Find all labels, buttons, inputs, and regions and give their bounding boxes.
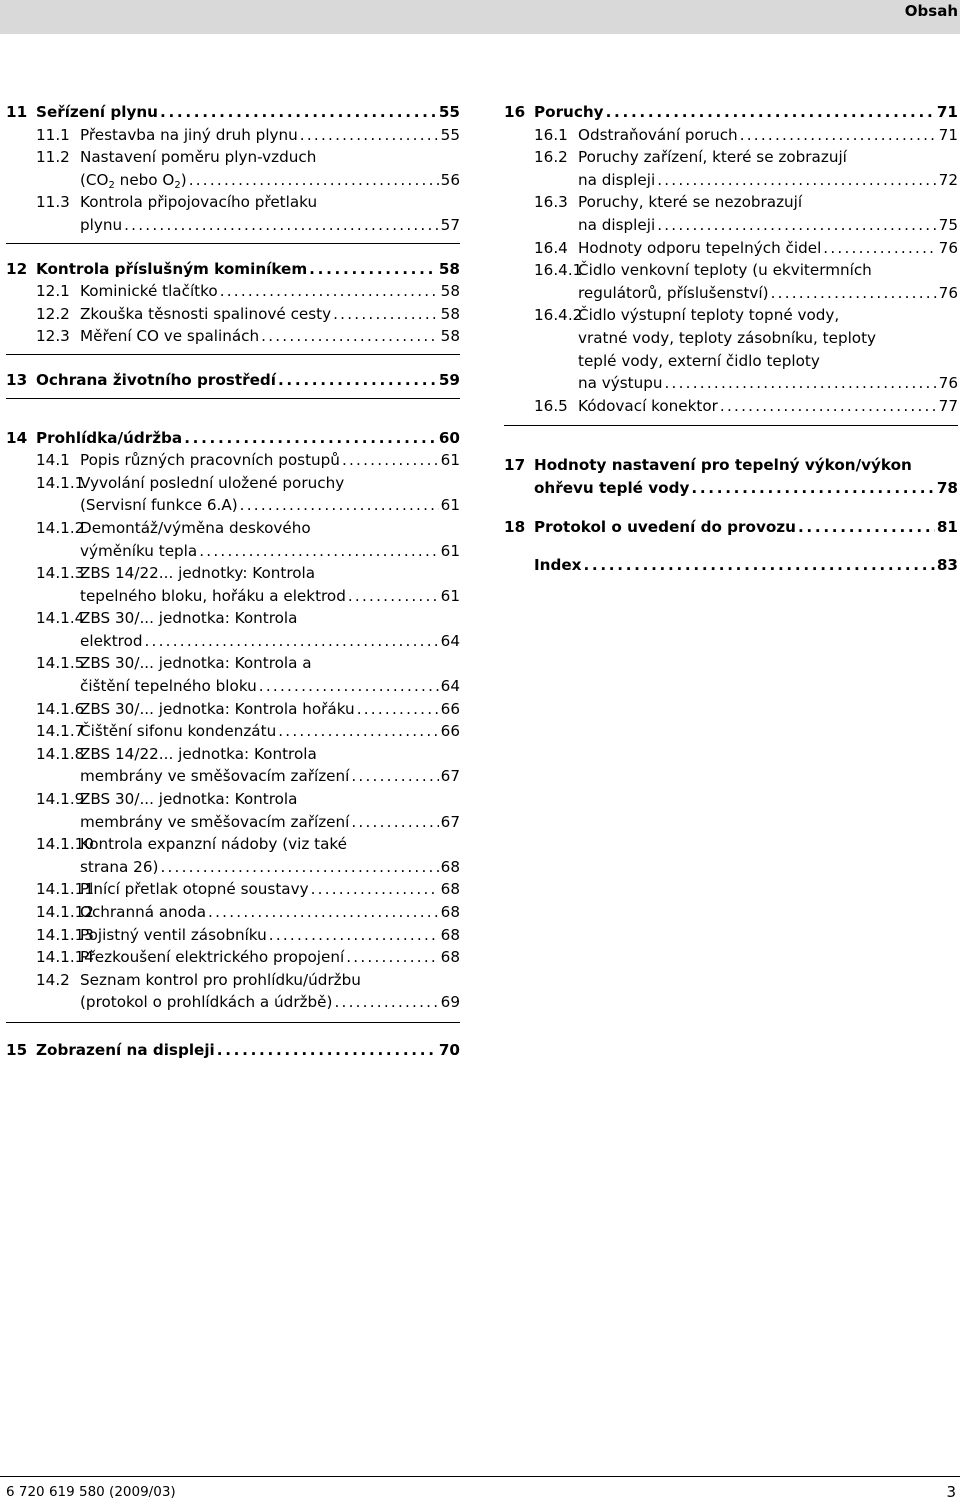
toc-entry[interactable]	[504, 237, 958, 260]
toc-entry-number: 18	[504, 517, 526, 536]
toc-entry[interactable]	[6, 788, 460, 833]
toc-entry-page: 58	[440, 327, 460, 346]
toc-entry-number: 14.1	[36, 451, 70, 470]
toc-entry-number: 14.2	[36, 970, 70, 989]
dot-leader	[655, 169, 936, 192]
toc-entry-title: Čidlo výstupní teploty topné vody,	[578, 306, 840, 325]
toc-entry-page: 61	[440, 586, 460, 605]
toc-entry-title: Demontáž/výměna deskového	[80, 518, 311, 537]
toc-entry[interactable]	[6, 833, 460, 878]
dot-leader	[796, 516, 935, 539]
toc-entry-title: Zobrazení na displeji	[36, 1040, 215, 1059]
toc-entry-number: 12.2	[36, 304, 70, 323]
toc-entry-number: 14.1.1	[36, 473, 85, 492]
dot-leader	[238, 494, 439, 517]
dot-leader	[718, 395, 937, 418]
dot-leader	[182, 427, 437, 450]
dot-leader	[215, 1039, 437, 1062]
toc-entry[interactable]	[6, 146, 460, 191]
page-number: 3	[946, 1483, 956, 1501]
toc-entry-page: 77	[938, 396, 958, 415]
toc-entry-number: 11	[6, 103, 28, 121]
toc-entry-page: 68	[440, 857, 460, 876]
toc-entry-title: teplé vody, externí čidlo teploty	[578, 351, 820, 370]
dot-leader	[257, 675, 439, 698]
dot-leader	[604, 101, 935, 124]
toc-entry[interactable]	[6, 946, 460, 969]
toc-entry-number: 14.1.6	[36, 699, 85, 718]
toc-entry[interactable]	[6, 720, 460, 743]
dot-leader	[259, 325, 439, 348]
toc-entry[interactable]	[6, 969, 460, 1014]
toc-entry-page: 58	[440, 282, 460, 301]
dot-leader	[581, 554, 934, 577]
toc-entry-title: Odstraňování poruch	[578, 125, 738, 144]
dot-leader	[349, 765, 438, 788]
toc-entry[interactable]	[504, 124, 958, 147]
toc-entry-number: 14.1.13	[36, 925, 94, 944]
dot-leader	[769, 282, 937, 305]
toc-entry-page: 75	[938, 215, 958, 234]
toc-entry[interactable]	[6, 472, 460, 517]
dot-leader	[206, 901, 439, 924]
toc-entry[interactable]	[6, 449, 460, 472]
toc-section	[6, 101, 460, 244]
toc-entry-title: membrány ve směšovacím zařízení	[80, 812, 350, 831]
toc-section	[504, 101, 958, 426]
toc-entry-title: Index	[534, 556, 582, 575]
toc-entry-page: 68	[440, 880, 460, 899]
toc-entry-page: 76	[938, 374, 958, 393]
toc-entry-page: 66	[440, 722, 460, 741]
toc-entry-page: 61	[440, 541, 460, 560]
toc-entry[interactable]	[6, 369, 460, 392]
toc-entry[interactable]	[6, 562, 460, 607]
toc-section	[504, 454, 958, 576]
dot-leader	[331, 303, 439, 326]
toc-entry-number: 14.1.8	[36, 744, 85, 763]
toc-entry-page: 67	[440, 767, 460, 786]
dot-leader	[187, 169, 439, 192]
toc-entry-page: 55	[440, 125, 460, 144]
toc-entry-title: elektrod	[80, 631, 143, 650]
toc-entry-title: (Servisní funkce 6.A)	[80, 496, 238, 515]
toc-entry-title: Hodnoty odporu tepelných čidel	[578, 238, 822, 257]
toc-entry-title: ZBS 30/... jednotka: Kontrola a	[80, 654, 312, 673]
toc-right-column	[504, 101, 958, 577]
toc-entry-page: 68	[440, 948, 460, 967]
toc-entry-page: 69	[440, 993, 460, 1012]
toc-entry-page: 76	[938, 238, 958, 257]
toc-entry-page: 57	[440, 215, 460, 234]
toc-entry-number: 14.1.2	[36, 518, 85, 537]
toc-entry[interactable]	[6, 258, 460, 281]
toc-entry-title: Pojistný ventil zásobníku	[80, 925, 267, 944]
toc-entry-page: 55	[438, 103, 460, 121]
toc-section	[6, 258, 460, 355]
footer-rule	[0, 1476, 960, 1477]
toc-entry-title: čištění tepelného bloku	[80, 677, 257, 696]
toc-entry-number: 14.1.3	[36, 564, 85, 583]
toc-entry-page: 83	[936, 556, 958, 575]
document-number: 6 720 619 580 (2009/03)	[6, 1484, 176, 1500]
toc-entry-title: Kódovací konektor	[578, 396, 718, 415]
toc-entry-title: Přezkoušení elektrického propojení	[80, 948, 345, 967]
toc-entry-title: Kontrola příslušným kominíkem	[36, 259, 308, 278]
toc-entry-number: 12.3	[36, 327, 70, 346]
toc-entry[interactable]	[504, 516, 958, 539]
toc-entry[interactable]	[504, 454, 958, 499]
toc-entry[interactable]	[6, 427, 460, 450]
toc-entry-page: 68	[440, 925, 460, 944]
toc-entry[interactable]	[6, 191, 460, 236]
toc-entry[interactable]	[6, 607, 460, 652]
toc-entry-number: 16.4	[534, 238, 568, 257]
toc-entry-page: 72	[938, 170, 958, 189]
toc-entry[interactable]	[504, 101, 958, 124]
toc-entry-number: 17	[504, 456, 526, 475]
toc-entry-title: Ochrana životního prostředí	[36, 370, 276, 389]
toc-entry-page: 78	[936, 478, 958, 497]
toc-entry[interactable]	[504, 259, 958, 304]
toc-entry-title: Poruchy	[534, 103, 604, 121]
toc-entry-title: Čidlo venkovní teploty (u ekvitermních	[578, 261, 872, 280]
toc-entry-number: 11.2	[36, 148, 70, 167]
toc-entry[interactable]	[6, 303, 460, 326]
dot-leader	[344, 946, 438, 969]
toc-entry-number: 16.4.1	[534, 261, 583, 280]
toc-entry-number: 16	[504, 103, 526, 121]
toc-entry[interactable]	[504, 146, 958, 191]
toc-entry-title: Poruchy, které se nezobrazují	[578, 193, 803, 212]
toc-entry-title: vratné vody, teploty zásobníku, teploty	[578, 328, 877, 347]
toc-entry-title: výměníku tepla	[80, 541, 198, 560]
dot-leader	[355, 698, 439, 721]
header-bar	[0, 0, 960, 34]
toc-entry-page: 60	[438, 428, 460, 447]
toc-section	[6, 427, 460, 1023]
toc-entry[interactable]	[6, 124, 460, 147]
dot-leader	[122, 214, 439, 237]
dot-leader	[663, 372, 937, 395]
dot-leader	[276, 720, 438, 743]
toc-entry[interactable]	[504, 395, 958, 418]
toc-entry-title: ($CO_2$ nebo $O_2$)	[80, 170, 187, 191]
toc-entry[interactable]	[6, 517, 460, 562]
toc-entry-title: Kontrola připojovacího přetlaku	[80, 193, 318, 212]
dot-leader	[689, 477, 934, 500]
dot-leader	[349, 811, 438, 834]
toc-entry-title: Popis různých pracovních postupů	[80, 451, 340, 470]
toc-entry-title: Plnící přetlak otopné soustavy	[80, 880, 309, 899]
toc-entry-number: 14.1.5	[36, 654, 85, 673]
toc-entry-title: Ochranná anoda	[80, 903, 207, 921]
toc-entry-number: 14.1.9	[36, 790, 85, 809]
toc-entry-number: 13	[6, 370, 28, 389]
toc-entry-title: Protokol o uvedení do provozu	[534, 517, 796, 536]
dot-leader	[332, 991, 438, 1014]
toc-entry-number: 14.1.11	[36, 880, 94, 899]
dot-leader	[267, 924, 439, 947]
toc-entry-page: 61	[440, 451, 460, 470]
toc-entry-title: Nastavení poměru plyn-vzduch	[80, 148, 317, 167]
toc-entry-title: ZBS 14/22... jednotka: Kontrola	[80, 744, 317, 763]
toc-entry[interactable]	[504, 191, 958, 236]
dot-leader	[158, 101, 437, 124]
dot-leader	[821, 237, 936, 260]
toc-entry-number: 12	[6, 259, 28, 278]
toc-left-column	[6, 101, 460, 1062]
toc-entry[interactable]	[6, 325, 460, 348]
toc-entry[interactable]	[6, 743, 460, 788]
toc-entry-number: 11.3	[36, 193, 70, 212]
toc-entry-page: 68	[440, 903, 460, 921]
toc-entry-number: 16.1	[534, 125, 568, 144]
toc-entry-title: regulátorů, příslušenství)	[578, 283, 769, 302]
toc-entry-number: 16.4.2	[534, 306, 583, 325]
toc-entry[interactable]	[6, 924, 460, 947]
toc-entry-title: Zkouška těsnosti spalinové cesty	[80, 304, 332, 323]
dot-leader	[340, 449, 439, 472]
toc-entry-title: Prohlídka/údržba	[36, 428, 183, 447]
toc-entry[interactable]	[6, 280, 460, 303]
toc-entry-page: 61	[440, 496, 460, 515]
dot-leader	[143, 630, 439, 653]
toc-entry-page: 58	[438, 259, 460, 278]
toc-entry-title: Kontrola expanzní nádoby (viz také	[80, 835, 348, 854]
toc-entry-title: ZBS 14/22... jednotky: Kontrola	[80, 564, 316, 583]
toc-entry-title: Měření CO ve spalinách	[80, 327, 260, 346]
dot-leader	[346, 585, 439, 608]
toc-entry-title: Čištění sifonu kondenzátu	[80, 722, 277, 741]
toc-entry[interactable]	[6, 652, 460, 697]
dot-leader	[309, 878, 439, 901]
toc-entry-title: (protokol o prohlídkách a údržbě)	[80, 993, 333, 1012]
toc-entry-title: membrány ve směšovacím zařízení	[80, 767, 350, 786]
toc-entry-title: ZBS 30/... jednotka: Kontrola	[80, 609, 298, 628]
toc-entry-title: ZBS 30/... jednotka: Kontrola hořáku	[80, 699, 355, 718]
toc-entry-number: 14.1.4	[36, 609, 85, 628]
dot-leader	[298, 124, 439, 147]
toc-entry-number: 14.1.14	[36, 948, 94, 967]
toc-entry-number: 14	[6, 428, 28, 447]
toc-entry-page: 71	[936, 103, 958, 121]
toc-section	[6, 369, 460, 399]
toc-entry-title: na displeji	[578, 215, 656, 234]
toc-entry-title: Seřízení plynu	[36, 103, 158, 121]
toc-entry[interactable]	[6, 901, 460, 924]
toc-entry-number: 16.5	[534, 396, 568, 415]
toc-entry-page: 59	[438, 370, 460, 389]
toc-entry-page: 76	[938, 283, 958, 302]
toc-entry[interactable]	[6, 101, 460, 124]
toc-entry-number: 15	[6, 1040, 28, 1059]
toc-entry[interactable]	[6, 698, 460, 721]
dot-leader	[276, 369, 437, 392]
toc-entry-title: na displeji	[578, 170, 656, 189]
toc-entry-page: 56	[440, 170, 460, 189]
dot-leader	[197, 540, 438, 563]
toc-entry-title: ZBS 30/... jednotka: Kontrola	[80, 790, 298, 809]
dot-leader	[218, 280, 439, 303]
toc-entry[interactable]	[6, 1039, 460, 1062]
dot-leader	[307, 258, 437, 281]
toc-entry-title: Kominické tlačítko	[80, 282, 218, 301]
toc-entry-title: Seznam kontrol pro prohlídku/údržbu	[80, 970, 361, 989]
toc-entry-page: 58	[440, 304, 460, 323]
toc-entry-title: Hodnoty nastavení pro tepelný výkon/výkon	[534, 456, 912, 475]
toc-entry-page: 67	[440, 812, 460, 831]
toc-entry-number: 14.1.12	[36, 903, 94, 921]
toc-entry-title: Přestavba na jiný druh plynu	[80, 125, 298, 144]
toc-entry-title: strana 26)	[80, 857, 159, 876]
toc-entry-number: 12.1	[36, 282, 70, 301]
toc-entry-number: 16.3	[534, 193, 568, 212]
toc-entry-page: 64	[440, 677, 460, 696]
toc-entry-page: 64	[440, 631, 460, 650]
toc-entry-number: 11.1	[36, 125, 70, 144]
toc-entry-number: 14.1.7	[36, 722, 85, 741]
toc-entry[interactable]	[6, 878, 460, 901]
toc-entry-title: plynu	[80, 215, 123, 234]
toc-entry-title: ohřevu teplé vody	[534, 478, 690, 497]
section-title: Obsah	[904, 2, 958, 20]
toc-section	[6, 1039, 460, 1062]
toc-entry[interactable]	[504, 304, 958, 394]
toc-entry-page: 71	[938, 125, 958, 144]
dot-leader	[158, 856, 438, 879]
dot-leader	[738, 124, 937, 147]
toc-entry-title: Poruchy zařízení, které se zobrazují	[578, 148, 847, 167]
toc-entry-page: 66	[440, 699, 460, 718]
toc-entry-page: 81	[936, 517, 958, 536]
toc-entry-title: tepelného bloku, hořáku a elektrod	[80, 586, 346, 605]
toc-entry-page: 70	[438, 1040, 460, 1059]
toc-entry-title: Vyvolání poslední uložené poruchy	[80, 473, 345, 492]
toc-entry-title: na výstupu	[578, 374, 663, 393]
toc-entry[interactable]	[504, 554, 958, 577]
dot-leader	[655, 214, 936, 237]
toc-entry-number: 16.2	[534, 148, 568, 167]
toc-entry-number: 14.1.10	[36, 835, 94, 854]
